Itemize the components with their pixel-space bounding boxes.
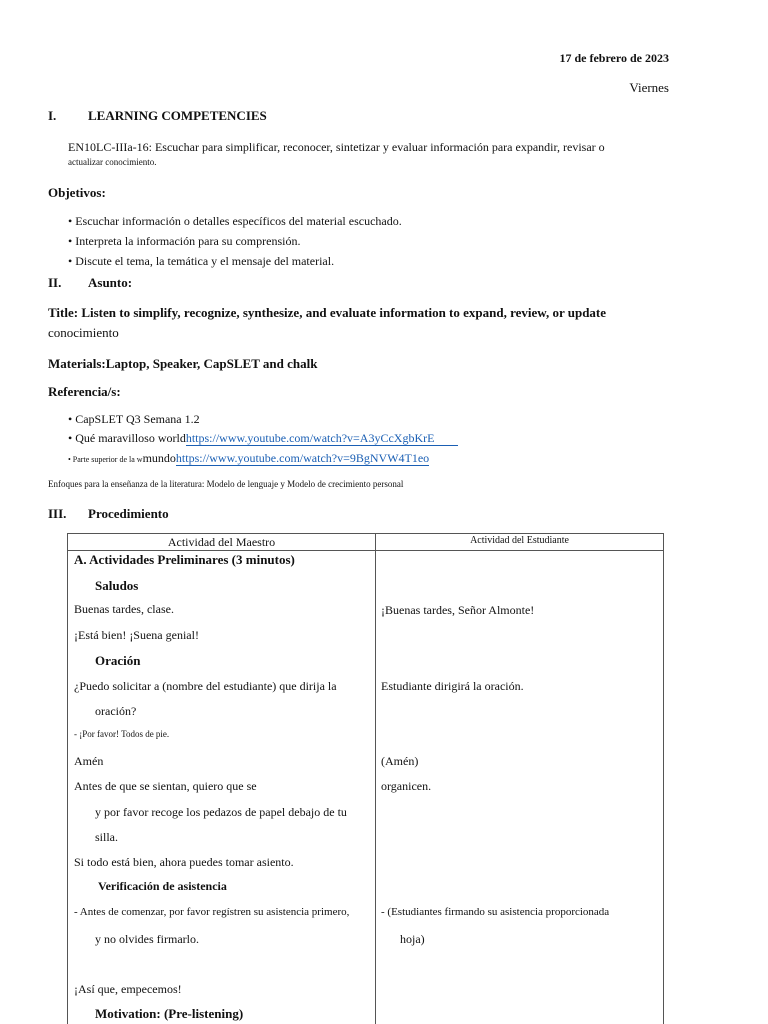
section-1-heading: LEARNING COMPETENCIES: [88, 108, 267, 123]
student-greeting: ¡Buenas tardes, Señor Almonte!: [381, 603, 535, 617]
objective-item-2: • Interpreta la información para su comprensión.: [68, 234, 301, 248]
table-header-student: Actividad del Estudiante: [470, 535, 569, 546]
table-header-teacher: Actividad del Maestro: [167, 535, 276, 549]
table-left-border: [67, 533, 68, 1024]
section-2-numeral: II.: [48, 275, 62, 290]
prayer-heading: Oración: [95, 653, 141, 668]
table-middle-border: [375, 533, 376, 1024]
teacher-amen: Amén: [74, 754, 104, 768]
attendance-instruction-line-1: - Antes de comenzar, por favor regístren su asistencia primero,: [74, 906, 350, 918]
teacher-response: ¡Está bien! ¡Suena genial!: [74, 628, 199, 642]
stand-instruction: - ¡Por favor! Todos de pie.: [74, 729, 170, 739]
prayer-request-line-1: ¿Puedo solicitar a (nombre del estudiante) que dirija la: [74, 679, 337, 693]
attendance-heading: Verificación de asistencia: [98, 879, 227, 893]
reference-item-3: [68, 451, 429, 466]
reference-item-2: [68, 431, 458, 446]
before-sit-line-3: silla.: [95, 830, 118, 844]
before-sit-line-2: y por favor recoge los pedazos de papel debajo de tu: [95, 805, 347, 819]
lets-start: ¡Así que, empecemos!: [74, 982, 182, 996]
section-3-numeral: III.: [48, 506, 67, 521]
student-attendance-line-2: hoja): [400, 932, 425, 946]
document-date: 17 de febrero de 2023: [559, 51, 669, 65]
objective-item-3: • Discute el tema, la temática y el mensaje del material.: [68, 254, 335, 268]
objective-item-1: • Escuchar información o detalles específicos del material escuchado.: [68, 214, 402, 228]
student-attendance-line-1: - (Estudiantes firmando su asistencia proporcionada: [381, 906, 610, 918]
motivation-heading: Motivation: (Pre-listening): [95, 1006, 244, 1021]
section-3-heading: Procedimiento: [88, 506, 169, 521]
reference-3-text: mundo: [142, 451, 176, 465]
sit-instruction: Si todo está bien, ahora puedes tomar asiento.: [74, 855, 294, 869]
reference-2-link[interactable]: https://www.youtube.com/watch?v=A3yCcXgbKrE: [186, 431, 459, 446]
approaches-line: Enfoques para la enseñanza de la literatura: Modelo de lenguaje y Modelo de crecimiento personal: [48, 479, 404, 489]
table-top-border: [67, 533, 664, 534]
competency-line-2: actualizar conocimiento.: [68, 157, 157, 167]
section-1-numeral: I.: [48, 108, 57, 123]
references-heading: Referencia/s:: [48, 384, 121, 399]
student-amen: (Amén): [381, 754, 419, 768]
objectives-heading: Objetivos:: [48, 185, 106, 200]
reference-item-1: • CapSLET Q3 Semana 1.2: [68, 412, 200, 426]
lesson-title-continued: conocimiento: [48, 325, 119, 340]
table-right-border: [663, 533, 664, 1024]
document-day: Viernes: [629, 80, 669, 95]
competency-line-1: EN10LC-IIIa-16: Escuchar para simplificar, reconocer, sintetizar y evaluar información para expandir, revisar o: [68, 140, 605, 154]
lesson-title: Title: Listen to simplify, recognize, synthesize, and evaluate information to expand, review, or update: [48, 305, 607, 320]
materials-line: Materials:Laptop, Speaker, CapSLET and chalk: [48, 356, 318, 371]
student-organize: organicen.: [381, 779, 432, 793]
teacher-greeting: Buenas tardes, clase.: [74, 602, 174, 616]
reference-2-text: • Qué maravilloso world: [68, 431, 186, 445]
table-header-border: [67, 550, 664, 551]
student-prayer: Estudiante dirigirá la oración.: [381, 679, 524, 693]
reference-3-small-text: • Parte superior de la w: [68, 455, 143, 464]
attendance-instruction-line-2: y no olvides firmarlo.: [95, 932, 199, 946]
section-2-heading: Asunto:: [88, 275, 133, 290]
preliminary-activities-heading: A. Actividades Preliminares (3 minutos): [74, 552, 295, 567]
prayer-request-line-2: oración?: [95, 704, 137, 718]
reference-3-link[interactable]: https://www.youtube.com/watch?v=9BgNVW4T1eo: [175, 451, 430, 465]
before-sit-line-1: Antes de que se sientan, quiero que se: [74, 779, 257, 793]
greetings-heading: Saludos: [95, 578, 139, 593]
